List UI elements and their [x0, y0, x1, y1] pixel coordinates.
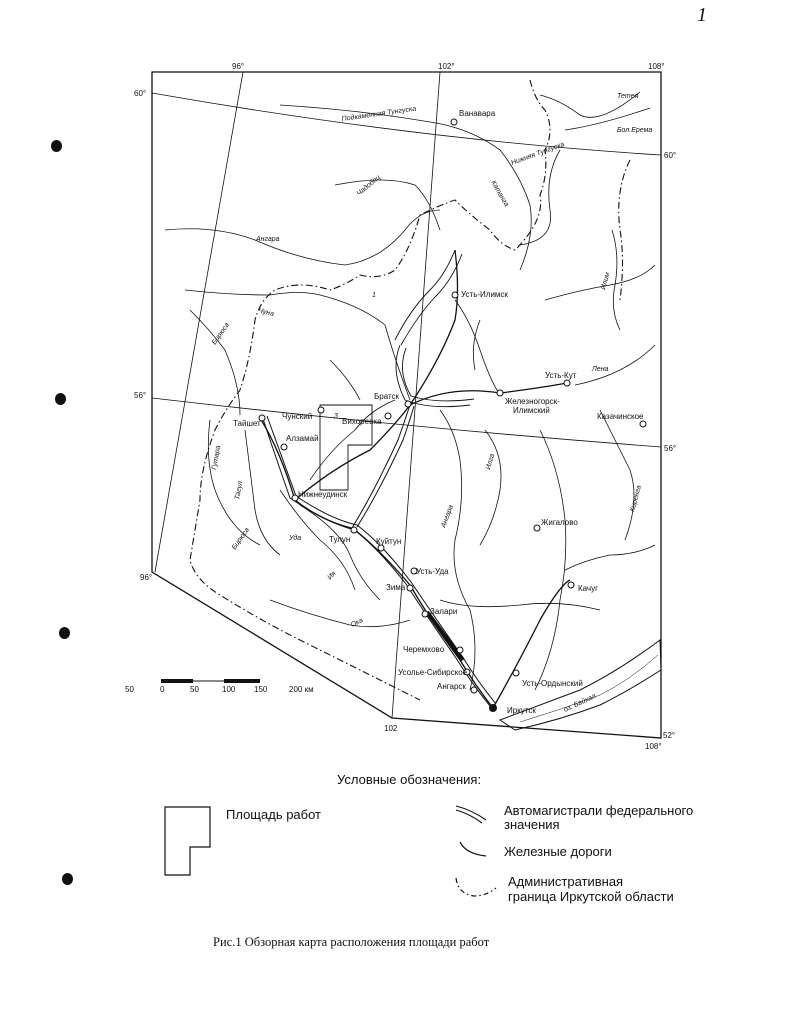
coord-lon-96-bottom: 96° — [140, 573, 153, 582]
lake-label-baikal: оз. Байкал — [562, 692, 597, 714]
city-label-ust-ilimsk: Усть-Илимск — [461, 290, 508, 299]
legend-work-area-label: Площадь работ — [226, 807, 322, 822]
city-label-angarsk: Ангарск — [437, 682, 466, 691]
river-label-chuna: Чуна — [257, 307, 275, 319]
city-marker-ust-ilimsk — [452, 292, 458, 298]
river-label-ilga: Илга — [485, 453, 497, 471]
admin-border — [190, 80, 630, 700]
city-marker-zima — [407, 585, 413, 591]
lake-baikal-shore — [520, 655, 658, 722]
figure-caption: Рис.1 Обзорная карта расположения площади работ — [213, 935, 490, 949]
city-label-kachug: Качуг — [578, 584, 599, 593]
river-label-nepa: Нижняя Тунгуска — [510, 141, 566, 167]
city-marker-kachug — [568, 582, 574, 588]
angara-reservoir — [395, 250, 474, 407]
river-label-teteya: Тетея — [617, 93, 639, 100]
river-label-lena: Лена — [592, 366, 609, 373]
coord-lon-102-bottom: 102 — [384, 724, 398, 733]
city-label-vanavara: Ванавара — [459, 109, 496, 118]
city-label-bratsk: Братск — [374, 392, 400, 401]
river-label-ilim: Илим — [600, 271, 612, 291]
page-number: 1 — [697, 4, 707, 26]
legend-work-area-symbol — [160, 805, 216, 877]
city-marker-vanavara — [451, 119, 457, 125]
legend-title: Условные обозначения: — [337, 772, 482, 787]
river-label-oka: Ока — [349, 617, 365, 629]
coord-lon-102-top: 102° — [438, 62, 455, 71]
city-label-kuytun: Куйтун — [376, 537, 402, 546]
scale-label-50: 50 — [190, 685, 199, 694]
city-label-cheremkhovo: Черемхово — [403, 645, 445, 654]
scale-label-150: 150 — [254, 685, 268, 694]
river-label-gutara: Гутара — [211, 445, 223, 471]
city-marker-zalari — [422, 611, 428, 617]
coord-lat-60-left: 60° — [134, 89, 147, 98]
city-label-zheleznogorsk: Железногорск- — [505, 397, 560, 406]
river-label-angara-2: Ангара — [440, 504, 455, 529]
city-marker-alzamay — [281, 444, 287, 450]
scale-label-200: 200 км — [289, 685, 314, 694]
city-label-ust-uda: Усть-Уда — [416, 567, 449, 576]
city-marker-angarsk — [471, 687, 477, 693]
city-markers — [259, 119, 646, 712]
city-marker-cheremkhovo — [457, 647, 463, 653]
city-label-nizhneudinsk: Нижнеудинск — [298, 490, 348, 499]
rivers — [165, 92, 655, 690]
river-label-kirenga: Киренга — [629, 484, 643, 513]
city-label-taishet: Тайшет — [233, 419, 261, 428]
legend-border-label-1: Административная — [508, 874, 624, 889]
city-label-alzamay: Алзамай — [286, 434, 319, 443]
scale-bar — [161, 679, 260, 683]
scale-label-100: 100 — [222, 685, 236, 694]
work-area-number-3: 3 — [334, 413, 338, 420]
city-marker-zheleznogorsk — [497, 390, 503, 396]
city-label-irkutsk: Иркутск — [507, 706, 536, 715]
legend-railway-symbol — [456, 840, 492, 860]
city-label-zima: Зима — [386, 583, 406, 592]
river-label-chadobets: Чадобец — [355, 174, 382, 198]
city-label-ust-ordynsky: Усть-Ордынский — [522, 679, 583, 688]
legend-highway-label-1: Автомагистрали федерального — [504, 803, 694, 818]
river-label-biryusa: Бирюса — [210, 321, 231, 347]
scale-label-0: 0 — [160, 685, 165, 694]
legend-highway-label-2: значения — [504, 817, 560, 832]
city-marker-chunsky — [318, 407, 324, 413]
river-label-biryusa-2: Бирюса — [230, 526, 251, 552]
coord-lon-108-top: 108° — [648, 62, 665, 71]
coord-lon-96-top: 96° — [232, 62, 245, 71]
area-number-1: 1 — [372, 292, 376, 299]
city-label-chunsky: Чунский — [282, 412, 313, 421]
city-marker-kazachinskoe — [640, 421, 646, 427]
coord-lat-56-left: 56° — [134, 391, 147, 400]
river-label-angara-1: Ангара — [256, 236, 280, 243]
city-marker-bratsk — [405, 401, 411, 407]
city-label-vikhorevka: Вихоревка — [342, 417, 382, 426]
city-label-kazachinskoe: Казачинское — [597, 412, 644, 421]
railways — [260, 250, 570, 708]
scale-label-50-left: 50 — [125, 685, 134, 694]
city-marker-zhigalovo — [534, 525, 540, 531]
city-label-zalari: Залари — [430, 607, 458, 616]
legend-railway-label: Железные дороги — [504, 844, 612, 859]
river-label-iya: Ия — [326, 570, 338, 582]
river-label-katanga: Катанга — [489, 179, 510, 208]
legend-highway-symbol — [452, 802, 492, 824]
river-label-podkamennaya: Подкаменная Тунгуска — [341, 105, 417, 123]
city-marker-ust-ordynsky — [513, 670, 519, 676]
legend-border-symbol — [452, 874, 500, 902]
city-label-usolye: Усолье-Сибирское — [398, 668, 468, 677]
city-marker-ust-kut — [564, 380, 570, 386]
city-label-ust-kut: Усть-Кут — [545, 371, 577, 380]
legend-border-label-2: граница Иркутской области — [508, 889, 674, 904]
coord-lat-56-right: 56° — [664, 444, 677, 453]
city-marker-vikhorevka — [385, 413, 391, 419]
river-label-bol-erema: Бол.Ерема — [617, 127, 653, 134]
coord-lon-108-bottom: 108° — [645, 742, 662, 751]
coord-lat-52-right: 52° — [663, 731, 676, 740]
city-label-zheleznogorsk-2: Илимский — [513, 406, 550, 415]
city-label-zhigalovo: Жигалово — [541, 518, 578, 527]
river-label-uda: Уда — [289, 535, 302, 542]
coord-lat-60-right: 60° — [664, 151, 677, 160]
city-marker-tulun — [351, 527, 357, 533]
river-label-tagul: Тагул — [234, 480, 245, 501]
city-label-tulun: Тулун — [329, 535, 351, 544]
city-marker-irkutsk — [490, 705, 497, 712]
